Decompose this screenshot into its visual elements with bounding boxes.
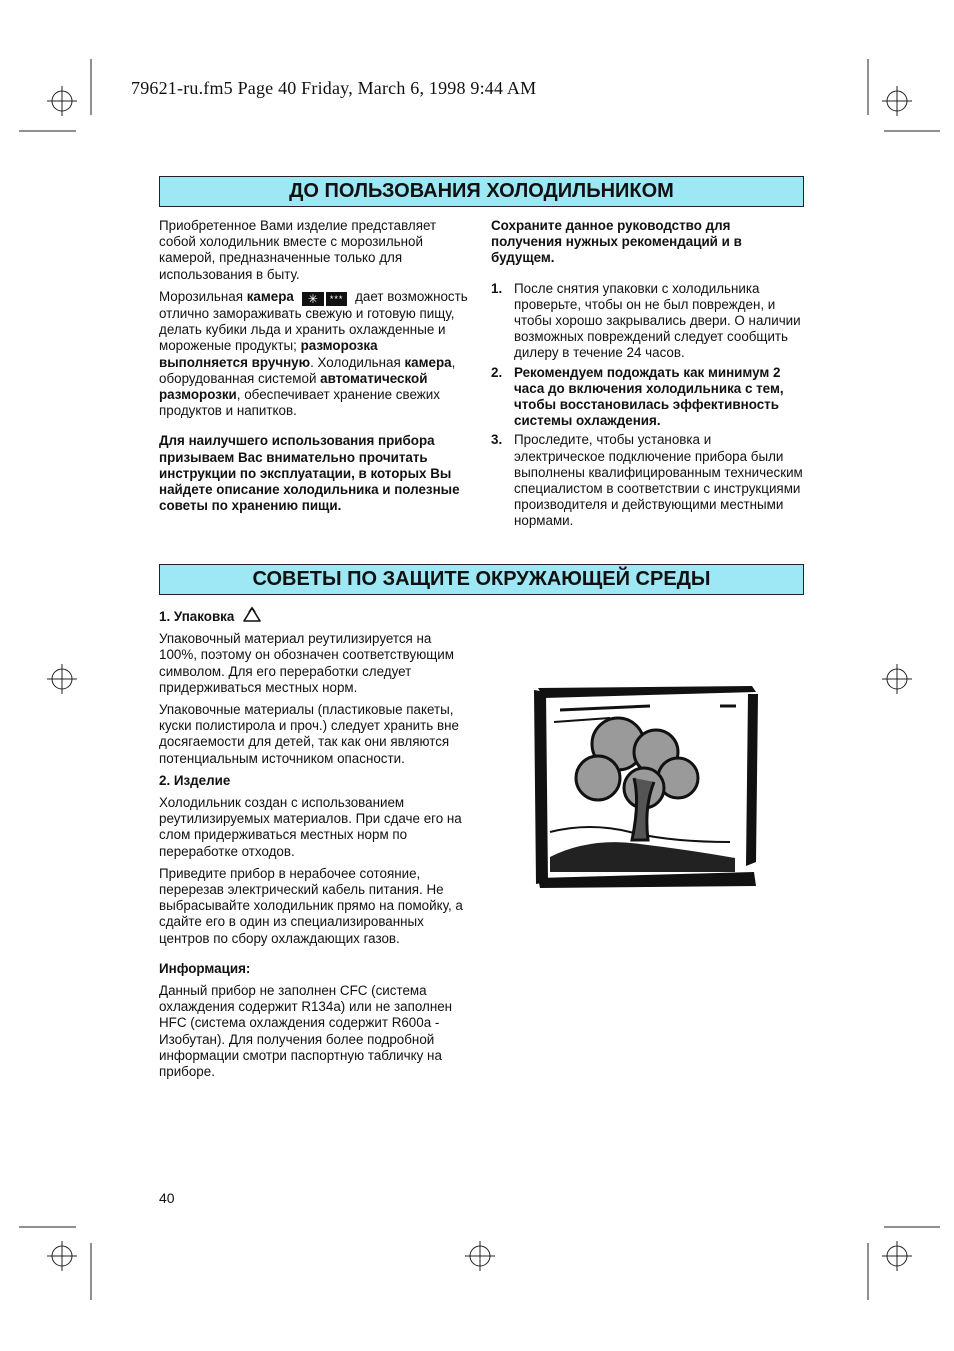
file-header: 79621-ru.fm5 Page 40 Friday, March 6, 1998 9:44 AM [131, 78, 537, 98]
section-title-environment: СОВЕТЫ ПО ЗАЩИТЕ ОКРУЖАЮЩЕЙ СРЕДЫ [159, 564, 804, 595]
page-number: 40 [159, 1190, 175, 1206]
list-item: 2. Рекомендуем подождать как минимум 2 часа до включения холодильника с тем, чтобы восстановилась эффективность системы охлаждения. [491, 364, 784, 429]
section-title-before-use: ДО ПОЛЬЗОВАНИЯ ХОЛОДИЛЬНИКОМ [159, 176, 804, 207]
freezer-paragraph: Морозильная камера ✳ *** дает возможность отлично замораживать свежую и готовую пищу, делать кубики льда и хранить охлажденные и мороженые продукты; разморозка выполняется вручную. Холодильная камера, оборудованная системой автоматической разморозки, обеспечивает хранение свежих продуктов и напитков. [159, 288, 468, 419]
packaging-paragraph-2: Упаковочные материалы (пластиковые пакеты, куски полистирола и проч.) следует хранить вне досягаемости для детей, так как они являются потенциальным источником опасности. [159, 702, 459, 766]
intro-left-column [159, 218, 469, 520]
list-item: 1. После снятия упаковки с холодильника проверьте, чтобы он не был поврежден, и чтобы хорошо закрывались двери. О наличии возможных повреждений следует сообщить дилеру в течение 24 часов. [491, 280, 801, 361]
checklist [491, 281, 803, 530]
keep-manual-note: Сохраните данное руководство для получения нужных рекомендаций и в будущем. [491, 218, 742, 266]
product-paragraph-2: Приведите прибор в нерабочее сотояние, перерезав электрический кабель питания. Не выбрасывайте холодильник прямо на помойку, а сдайте его в один из специализированных центров по сбору охлаждающих газов. [159, 865, 463, 946]
read-instructions-note: Для наилучшего использования прибора призываем Вас внимательно прочитать инструкции по эксплуатации, в которых Вы найдете описание холодильника и полезные советы по хранению пищи. [159, 433, 460, 514]
packaging-paragraph-1: Упаковочный материал реутилизируется на 100%, поэтому он обозначен соответствующим символом. Для его переработки следует придерживаться местных норм. [159, 631, 454, 695]
subheading-packaging: 1. Упаковка [159, 606, 471, 625]
info-paragraph: Данный прибор не заполнен CFC (система охлаждения содержит R134a) или не заполнен HFC (система охлаждения содержит R600a - Изобутан). Для получения более подробной информации смотри паспортную табличку на приборе. [159, 983, 453, 1080]
list-item: 3. Проследите, чтобы установка и электрическое подключение прибора были выполнены квалифицированным техническим специалистом в соответствии с инструкциями производителя и действующими местными нормами. [491, 432, 803, 529]
recycle-icon [241, 606, 263, 624]
tree-illustration [530, 682, 762, 890]
info-heading: Информация: [159, 960, 251, 976]
intro-paragraph: Приобретенное Вами изделие представляет собой холодильник вместе с морозильной камерой, предназначенные только для использования в быту. [159, 218, 437, 282]
freezer-star-icon: ✳ *** [302, 292, 348, 306]
environment-column [159, 606, 471, 1086]
product-paragraph-1: Холодильник создан с использованием реутилизируемых материалов. При сдаче его на слом придерживаться местных норм по переработке отходов. [159, 795, 462, 859]
subheading-product: 2. Изделие [159, 772, 231, 788]
intro-right-column [491, 218, 803, 533]
